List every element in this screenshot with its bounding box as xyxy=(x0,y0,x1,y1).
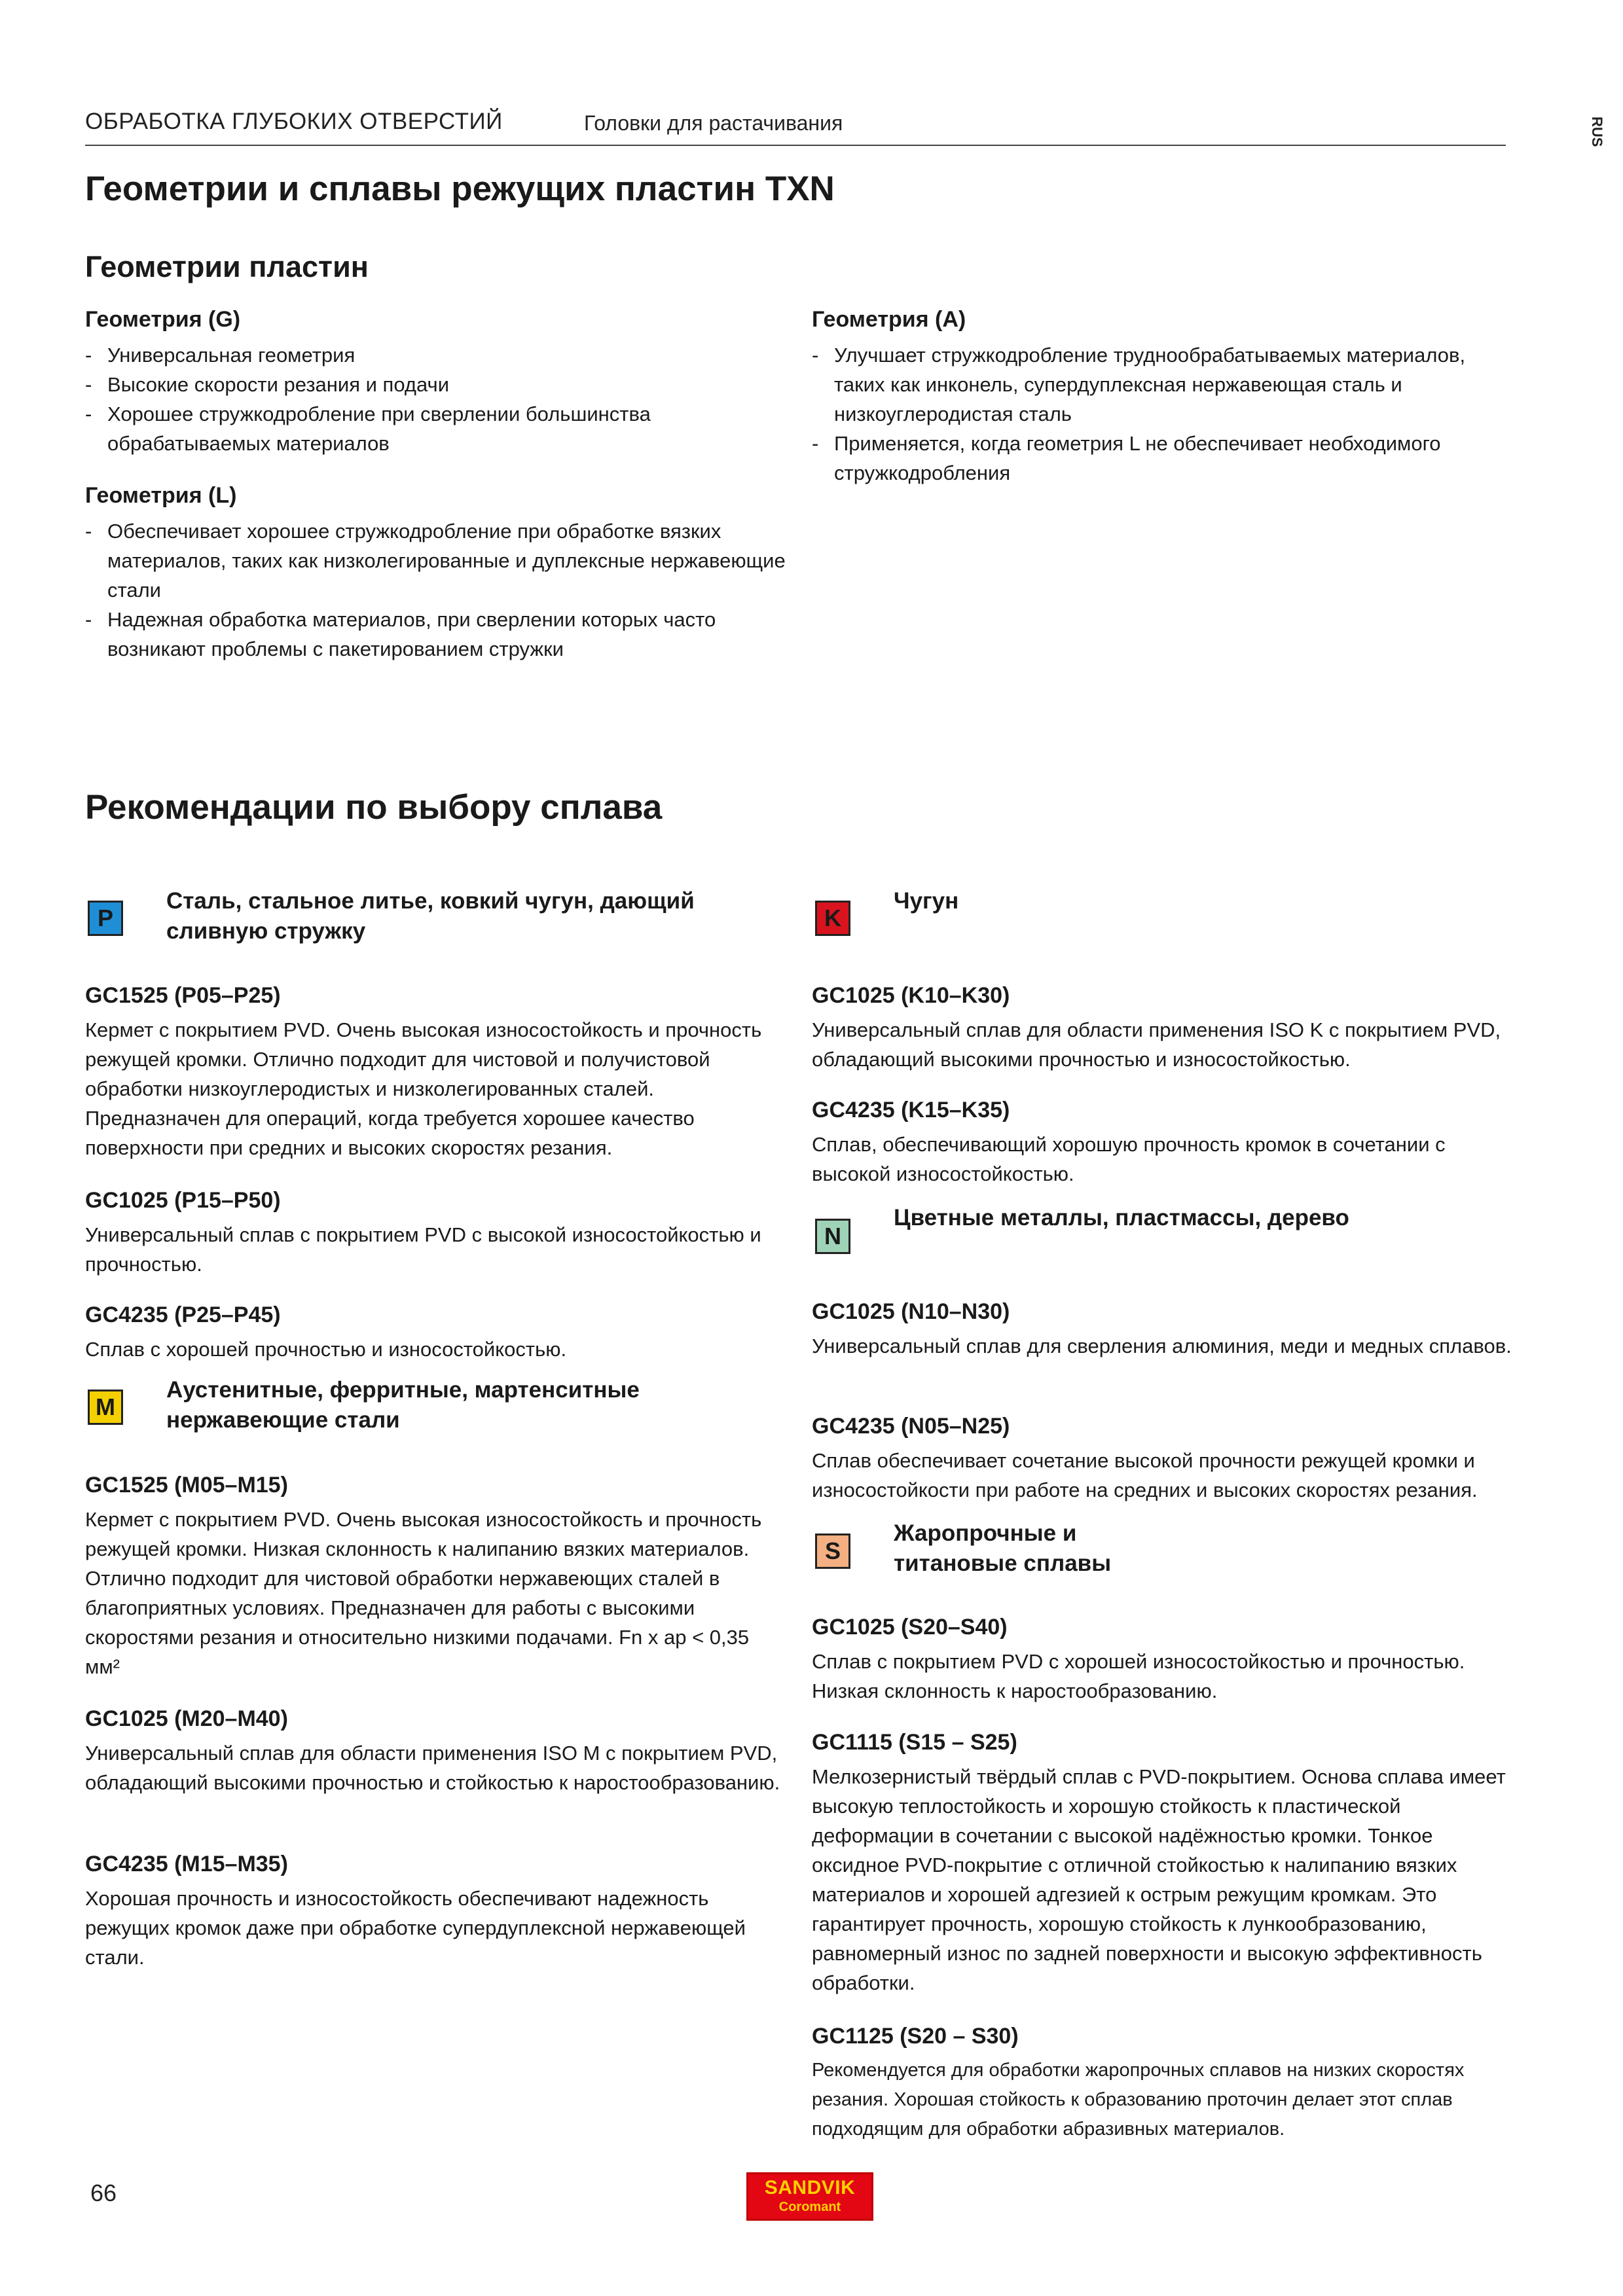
grade-block-p-2 xyxy=(85,1185,786,1279)
grade-name: GC1525 (M05–M15) xyxy=(85,1473,288,1498)
iso-p-badge: P xyxy=(88,901,123,936)
grade-description: Сплав обеспечивает сочетание высокой прочности режущей кромки и износостойкости при работе на средних и высоких скоростях резания. xyxy=(812,1449,1478,1501)
grade-block-k-1 xyxy=(812,980,1512,1074)
grade-description: Сплав, обеспечивающий хорошую прочность кромок в сочетании с высокой износостойкостью. xyxy=(812,1133,1446,1185)
list-item: - Применяется, когда геометрия L не обеспечивает необходимого стружкодробления xyxy=(812,429,1512,488)
grade-description: Сплав с покрытием PVD с хорошей износостойкостью и прочностью. Низкая склонность к наростообразованию. xyxy=(812,1650,1465,1702)
grade-block-s-2 xyxy=(812,1727,1512,1998)
logo-subtext: Coromant xyxy=(778,2200,841,2214)
grade-block-n-2 xyxy=(812,1410,1512,1505)
list-item: - Хорошее стружкодробление при сверлении большинства обрабатываемых материалов xyxy=(85,399,786,458)
header-rule xyxy=(85,145,1506,146)
geometry-l-title: Геометрия (L) xyxy=(85,483,237,508)
geometry-a-list xyxy=(812,340,1512,488)
grade-description: Универсальный сплав для сверления алюминия, меди и медных сплавов. xyxy=(812,1335,1512,1357)
grade-description: Кермет с покрытием PVD. Очень высокая износостойкость и прочность режущей кромки. Отлично подходит для чистовой и получистовой обработки низкоуглеродистых и низколегированных сталей. Предназначен для операций, когда требуется хорошее качество поверхности при средних и высоких скоростях резания. xyxy=(85,1018,762,1159)
grade-name: GC1025 (K10–K30) xyxy=(812,983,1010,1008)
list-item: - Надежная обработка материалов, при сверлении которых часто возникают проблемы с пакетированием стружки xyxy=(85,605,786,664)
header-subsection: Головки для растачивания xyxy=(584,111,843,135)
iso-s-badge: S xyxy=(815,1534,850,1569)
list-item: - Обеспечивает хорошее стружкодробление при обработке вязких материалов, таких как низколегированные и дуплексные нержавеющие стали xyxy=(85,516,786,605)
geometry-l-block xyxy=(85,480,786,664)
list-item: - Универсальная геометрия xyxy=(85,340,786,370)
sandvik-coromant-logo xyxy=(746,2172,873,2221)
grade-block-m-1 xyxy=(85,1469,786,1681)
grade-block-s-3 xyxy=(812,2020,1512,2144)
iso-s-title: Жаропрочные и титановые сплавы xyxy=(894,1520,1112,1576)
language-tag: RUS xyxy=(1589,117,1605,147)
grade-name: GC4235 (P25–P45) xyxy=(85,1302,281,1327)
grade-block-k-2 xyxy=(812,1094,1512,1189)
logo-text: SANDVIK xyxy=(764,2177,856,2198)
geometry-a-block xyxy=(812,304,1512,488)
grade-block-m-2 xyxy=(85,1703,786,1797)
iso-k-title: Чугун xyxy=(894,888,959,914)
grade-description: Универсальный сплав для области применения ISO K с покрытием PVD, обладающий высокими прочностью и износостойкостью. xyxy=(812,1018,1501,1071)
geometry-g-title: Геометрия (G) xyxy=(85,307,241,332)
geometry-g-list xyxy=(85,340,786,458)
page-title: Геометрии и сплавы режущих пластин TXN xyxy=(85,170,835,208)
grade-name: GC1125 (S20 – S30) xyxy=(812,2024,1019,2049)
recommendations-heading: Рекомендации по выбору сплава xyxy=(85,788,663,827)
grade-description: Сплав с хорошей прочностью и износостойкостью. xyxy=(85,1338,567,1361)
grade-name: GC1025 (S20–S40) xyxy=(812,1615,1008,1640)
grade-block-p-3 xyxy=(85,1299,786,1364)
grade-name: GC1025 (M20–M40) xyxy=(85,1706,288,1731)
geometry-g-block xyxy=(85,304,786,458)
grade-name: GC1115 (S15 – S25) xyxy=(812,1730,1017,1755)
iso-k-badge: K xyxy=(815,901,850,936)
geometry-a-title: Геометрия (A) xyxy=(812,307,966,332)
header-section: ОБРАБОТКА ГЛУБОКИХ ОТВЕРСТИЙ xyxy=(85,109,503,134)
geometry-l-list xyxy=(85,516,786,664)
grade-name: GC1525 (P05–P25) xyxy=(85,983,281,1008)
grade-description: Универсальный сплав для области применения ISO M с покрытием PVD, обладающий высокими прочностью и стойкостью к наростообразованию. xyxy=(85,1742,780,1794)
iso-p-title: Сталь, стальное литье, ковкий чугун, дающий сливную стружку xyxy=(166,888,695,944)
grade-block-m-3 xyxy=(85,1848,786,1972)
grade-block-p-1 xyxy=(85,980,786,1162)
grade-name: GC1025 (P15–P50) xyxy=(85,1188,281,1213)
page-number: 66 xyxy=(90,2179,117,2206)
list-item: - Улучшает стружкодробление труднообрабатываемых материалов, таких как инконель, супердуплексная нержавеющая сталь и низкоуглеродистая сталь xyxy=(812,340,1512,429)
grade-description: Рекомендуется для обработки жаропрочных сплавов на низких скоростях резания. Хорошая стойкость к образованию проточин делает этот сплав подходящим для обработки абразивных материалов. xyxy=(812,2060,1465,2140)
grade-name: GC4235 (M15–M35) xyxy=(85,1852,288,1876)
iso-m-title: Аустенитные, ферритные, мартенситные нержавеющие стали xyxy=(166,1377,640,1433)
grade-description: Хорошая прочность и износостойкость обеспечивают надежность режущих кромок даже при обработке супердуплексной нержавеющей стали. xyxy=(85,1887,746,1969)
grade-name: GC1025 (N10–N30) xyxy=(812,1299,1010,1324)
list-item: - Высокие скорости резания и подачи xyxy=(85,370,786,399)
iso-n-badge: N xyxy=(815,1219,850,1254)
grade-description: Мелкозернистый твёрдый сплав с PVD-покрытием. Основа сплава имеет высокую теплостойкость и хорошую стойкость к пластической деформации в сочетании с высокой надёжностью кромки. Тонкое оксидное PVD-покрытие с отличной стойкостью к налипанию вязких материалов и хорошей адгезией к острым режущим кромкам. Это гарантирует прочность, хорошую стойкость к лункообразованию, равномерный износ по задней поверхности и высокую эффективность обработки. xyxy=(812,1765,1506,1994)
grade-description: Кермет с покрытием PVD. Очень высокая износостойкость и прочность режущей кромки. Низкая склонность к налипанию вязких материалов. Отлично подходит для чистовой обработки нержавеющих сталей в благоприятных условиях. Предназначен для работы с высокими скоростями резания и относительно низкими подачами. Fn x ap < 0,35 мм² xyxy=(85,1508,762,1678)
geometries-heading: Геометрии пластин xyxy=(85,250,369,283)
iso-m-badge: M xyxy=(88,1390,123,1425)
grade-description: Универсальный сплав с покрытием PVD с высокой износостойкостью и прочностью. xyxy=(85,1223,761,1276)
grade-name: GC4235 (K15–K35) xyxy=(812,1098,1010,1122)
grade-block-s-1 xyxy=(812,1611,1512,1706)
grade-block-n-1 xyxy=(812,1296,1512,1361)
grade-name: GC4235 (N05–N25) xyxy=(812,1414,1010,1439)
iso-n-title: Цветные металлы, пластмассы, дерево xyxy=(894,1205,1349,1230)
